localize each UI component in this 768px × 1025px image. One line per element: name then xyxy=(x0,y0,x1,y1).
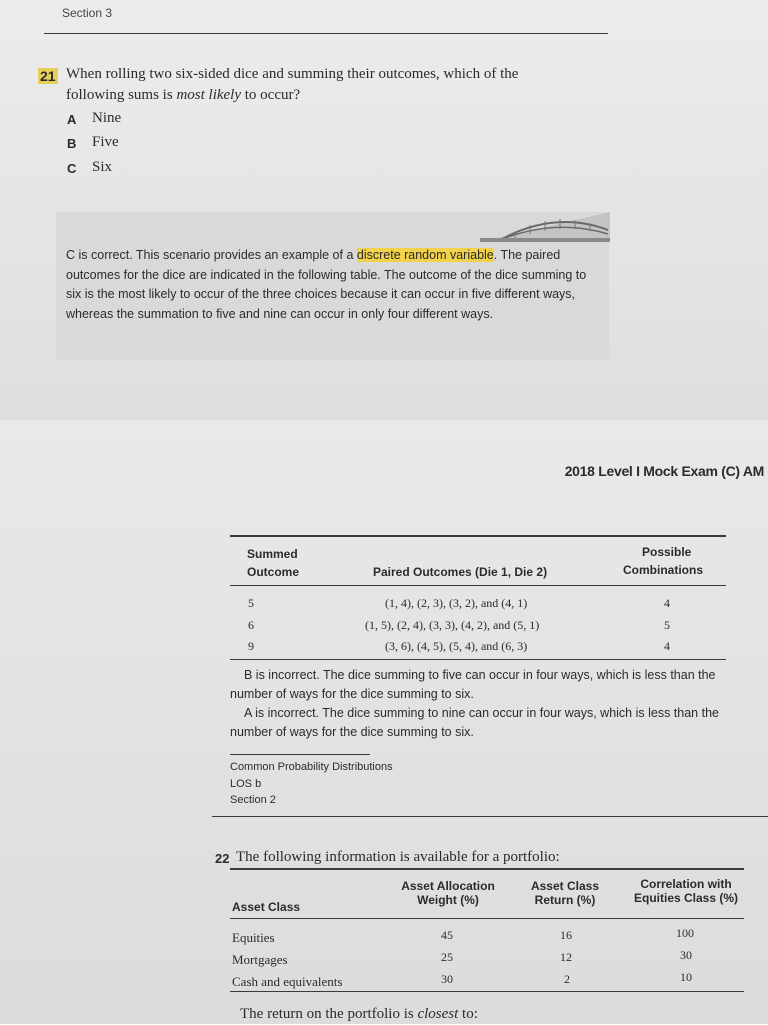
table-cell-count: 4 xyxy=(664,596,670,610)
q22-cell-corr: 30 xyxy=(680,948,692,962)
answer-text-part: C is correct. This scenario provides an example of a xyxy=(66,248,357,262)
highlighted-term: discrete random variable xyxy=(356,248,494,262)
q22-table-header-rule xyxy=(230,918,744,919)
q22-header-line: Weight (%) xyxy=(417,893,479,907)
table-header-rule xyxy=(230,585,726,586)
question-text-line2 xyxy=(66,85,300,106)
explanation-a: A is incorrect. The dice summing to nine can occur in four ways, which is less than the number of ways for the dice summing to six. xyxy=(230,706,719,739)
table-cell-count: 5 xyxy=(664,618,670,632)
question-22-number: 22 xyxy=(215,851,230,866)
header-divider xyxy=(44,33,608,34)
option-b-letter: B xyxy=(67,136,77,151)
q22-prompt-part: to: xyxy=(458,1006,478,1022)
answer-explanation xyxy=(66,246,596,324)
question-text-line1: When rolling two six-sided dice and summing their outcomes, which of the xyxy=(66,66,519,82)
q22-cell-return: 12 xyxy=(560,950,572,964)
table-cell-sum: 5 xyxy=(248,596,254,610)
question-22-text: The following information is available for a portfolio: xyxy=(236,849,560,865)
q22-col-header-weight xyxy=(388,879,508,907)
q22-prompt-part: The return on the portfolio is xyxy=(240,1006,418,1022)
col-header-summed: Summed xyxy=(247,547,298,561)
q22-cell-return: 16 xyxy=(560,928,572,942)
col-header-outcome: Outcome xyxy=(247,565,300,579)
reference-reading: Common Probability Distributions xyxy=(230,761,393,773)
q22-cell-weight: 30 xyxy=(441,972,453,986)
q22-cell-asset: Cash and equivalents xyxy=(232,974,343,989)
table-cell-sum: 6 xyxy=(248,618,254,632)
option-b-text: Five xyxy=(92,134,119,150)
question-22-prompt xyxy=(240,1004,478,1025)
question-text-part: to occur? xyxy=(241,87,301,103)
q22-table-top-rule xyxy=(230,868,744,870)
table-cell-pairs: (3, 6), (4, 5), (5, 4), and (6, 3) xyxy=(385,639,528,653)
q22-cell-asset: Equities xyxy=(232,930,275,945)
q22-cell-weight: 45 xyxy=(441,928,453,942)
reference-divider xyxy=(230,754,370,755)
table-cell-count: 4 xyxy=(664,639,670,653)
q22-header-line: Return (%) xyxy=(534,893,596,907)
q22-col-header-return xyxy=(520,879,610,907)
section-divider xyxy=(212,816,768,817)
q22-header-line: Correlation with xyxy=(640,877,732,891)
question-number: 21 xyxy=(40,68,56,84)
section-header: Section 3 xyxy=(62,6,113,20)
q22-cell-weight: 25 xyxy=(441,950,453,964)
q22-cell-asset: Mortgages xyxy=(232,952,288,967)
q22-table-bottom-rule xyxy=(230,991,744,992)
q22-header-line: Asset Class xyxy=(530,879,600,893)
table-cell-pairs: (1, 4), (2, 3), (3, 2), and (4, 1) xyxy=(385,596,528,610)
q22-cell-return: 2 xyxy=(564,972,570,986)
table-top-rule xyxy=(230,535,726,537)
q22-cell-corr: 100 xyxy=(676,926,694,940)
table-bottom-rule xyxy=(230,659,726,660)
option-c-letter: C xyxy=(67,161,77,176)
reference-los: LOS b xyxy=(230,778,262,790)
exam-title: 2018 Level I Mock Exam (C) AM xyxy=(564,463,764,479)
question-text-part: following sums is xyxy=(66,87,177,103)
q22-header-line: Asset Allocation xyxy=(401,879,495,893)
q22-col-header-asset-class: Asset Class xyxy=(232,900,301,914)
table-cell-sum: 9 xyxy=(248,639,254,653)
table-cell-pairs: (1, 5), (2, 4), (3, 3), (4, 2), and (5, 1) xyxy=(365,618,540,632)
q22-cell-corr: 10 xyxy=(680,970,692,984)
reference-section: Section 2 xyxy=(230,794,276,806)
question-text-emphasis: most likely xyxy=(176,87,242,103)
col-header-possible: Possible xyxy=(642,545,692,559)
q22-col-header-correlation xyxy=(624,877,748,905)
col-header-combinations: Combinations xyxy=(623,563,703,577)
col-header-paired-outcomes: Paired Outcomes (Die 1, Die 2) xyxy=(373,565,548,579)
explanation-b: B is incorrect. The dice summing to five can occur in four ways, which is less than the number of ways for the dice summing to six. xyxy=(230,668,716,701)
option-a-text: Nine xyxy=(92,110,122,126)
option-a-letter: A xyxy=(67,112,77,127)
q22-prompt-emphasis: closest xyxy=(417,1006,459,1022)
bridge-illustration xyxy=(480,212,610,242)
answer-text-part: . The paired outcomes for the dice are indicated in the following table. The outcome of the dice summing to six is the most likely to occur of the three choices because it can occur in five different ways, whereas the summation to five and nine can occur in only four different ways. xyxy=(66,248,587,321)
q22-header-line: Equities Class (%) xyxy=(633,891,739,905)
option-c-text: Six xyxy=(92,159,113,175)
